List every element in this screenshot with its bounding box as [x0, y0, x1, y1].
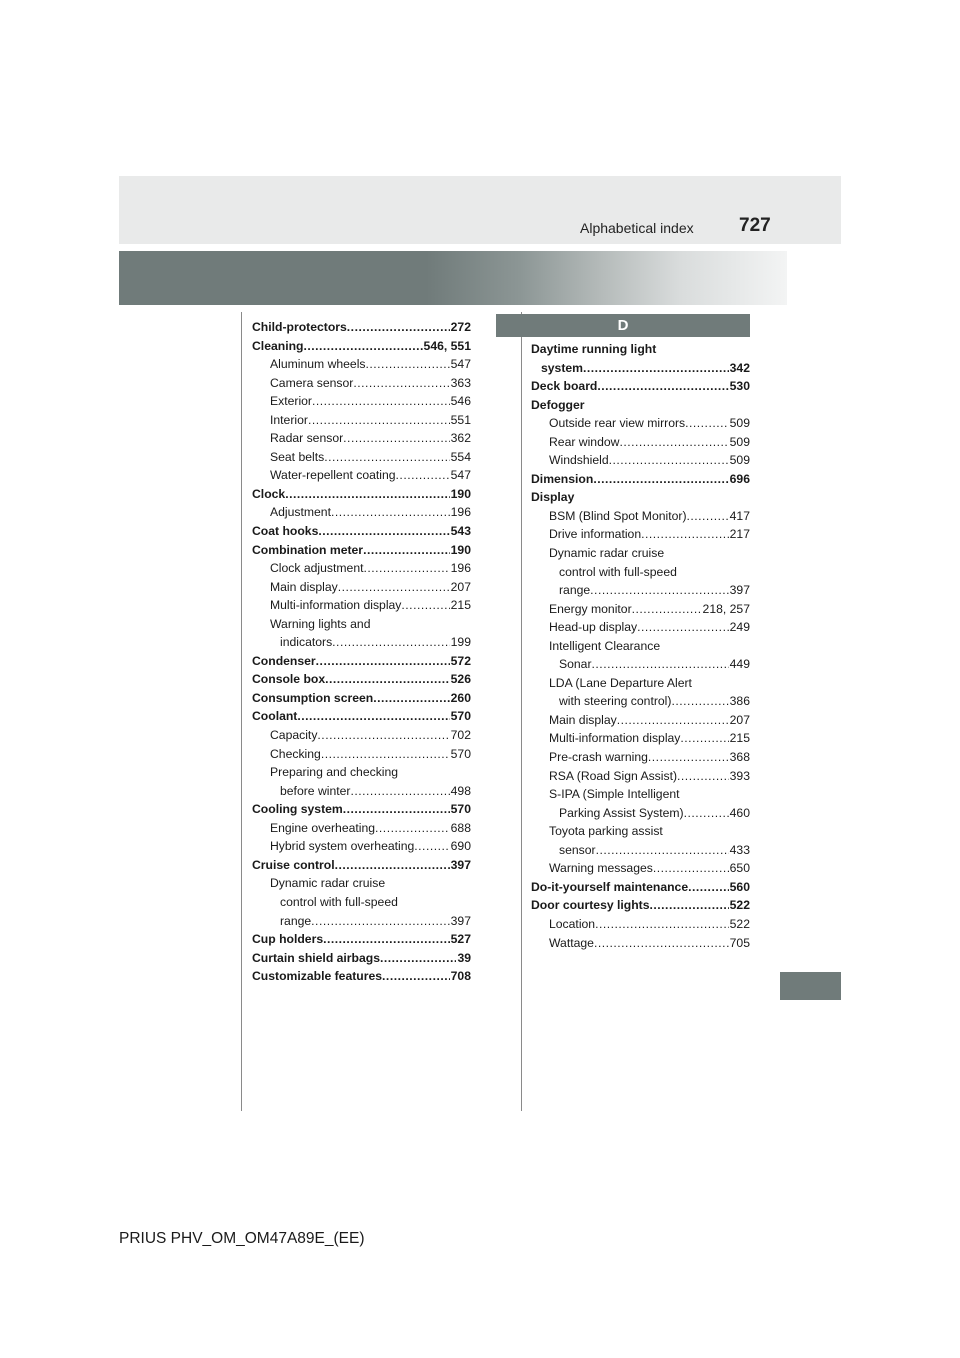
index-entry	[252, 429, 471, 448]
index-entry-term: Exterior	[270, 394, 312, 409]
dot-leader	[648, 748, 729, 767]
dot-leader	[617, 711, 729, 730]
dot-leader	[331, 503, 450, 522]
dot-leader	[619, 433, 728, 452]
index-column-left	[252, 318, 471, 986]
index-entry	[531, 488, 750, 507]
dot-leader	[318, 522, 449, 541]
index-entry	[531, 581, 750, 600]
dot-leader	[632, 600, 702, 619]
index-entry	[531, 563, 750, 582]
page-number: 727	[739, 215, 771, 236]
index-entry-page: 526	[450, 672, 471, 687]
index-entry	[252, 541, 471, 560]
index-entry-term: Parking Assist System)	[559, 805, 684, 820]
index-entry	[252, 522, 471, 541]
index-entry-term: Hybrid system overheating	[270, 839, 415, 854]
dot-leader	[343, 800, 450, 819]
dot-leader	[363, 559, 449, 578]
index-entry	[252, 837, 471, 856]
index-entry	[531, 414, 750, 433]
index-entry-term: Deck board	[531, 379, 598, 394]
dot-leader	[685, 414, 729, 433]
index-entry	[531, 748, 750, 767]
chapter-side-tab	[780, 972, 841, 1000]
index-entry-page: 196	[450, 561, 471, 576]
index-entry	[531, 655, 750, 674]
index-entry-term: system	[541, 360, 584, 375]
index-entry-page: 460	[729, 805, 750, 820]
index-entry	[531, 396, 750, 415]
index-entry	[252, 615, 471, 634]
index-entry-term: Adjustment	[270, 505, 331, 520]
index-entry-page: 199	[450, 635, 471, 650]
dot-leader	[363, 541, 450, 560]
index-entry	[531, 674, 750, 693]
dot-leader	[653, 859, 729, 878]
index-entry-page: 449	[729, 657, 750, 672]
dot-leader	[671, 692, 728, 711]
index-entry-page: 509	[729, 416, 750, 431]
index-entry-term: Rear window	[549, 434, 620, 449]
index-entry-term: Multi-information display	[270, 598, 402, 613]
index-entry-page: 546, 551	[423, 338, 471, 353]
index-entry	[531, 822, 750, 841]
index-entry-page: 196	[450, 505, 471, 520]
index-entry-page: 272	[450, 320, 471, 334]
index-entry-page: 522	[729, 916, 750, 931]
index-entry	[531, 433, 750, 452]
index-entry-term: Preparing and checking	[270, 765, 399, 780]
index-entry-term: Windshield	[549, 453, 609, 468]
dot-leader	[597, 377, 728, 396]
header-band	[119, 176, 841, 244]
dot-leader	[401, 596, 449, 615]
index-entry	[531, 692, 750, 711]
index-entry	[252, 559, 471, 578]
index-entry-term: Cup holders	[252, 932, 324, 947]
index-entry-term: indicators	[280, 635, 333, 650]
index-entry	[531, 785, 750, 804]
decorative-gradient-bar	[119, 251, 787, 305]
dot-leader	[583, 359, 729, 378]
index-entry	[531, 711, 750, 730]
index-entry	[252, 763, 471, 782]
dot-leader	[594, 934, 729, 953]
index-entry-term: control with full-speed	[280, 894, 398, 909]
index-entry-term: Warning messages	[549, 861, 653, 876]
index-entry	[252, 337, 471, 356]
index-entry-term: with steering control)	[559, 694, 672, 709]
index-entry-term: Condenser	[252, 653, 316, 668]
index-entry-page: 218, 257	[702, 601, 750, 616]
index-entry-page: 215	[729, 731, 750, 746]
document-footer: PRIUS PHV_OM_OM47A89E_(EE)	[119, 1230, 365, 1247]
index-entry-term: Display	[531, 490, 575, 505]
index-entry-page: 393	[729, 768, 750, 783]
index-entry-term: Pre-crash warning	[549, 750, 648, 765]
dot-leader	[684, 804, 729, 823]
index-entry-term: Dimension	[531, 471, 594, 486]
index-entry-term: Multi-information display	[549, 731, 681, 746]
index-entry-term: Curtain shield airbags	[252, 950, 380, 965]
dot-leader	[593, 470, 728, 489]
dot-leader	[680, 729, 728, 748]
index-entry	[531, 934, 750, 953]
index-entry-term: Head-up display	[549, 620, 638, 635]
dot-leader	[590, 581, 728, 600]
index-entry-term: Engine overheating	[270, 820, 376, 835]
index-entry	[252, 485, 471, 504]
dot-leader	[343, 429, 449, 448]
index-entry	[252, 596, 471, 615]
index-entry-page: 572	[450, 653, 471, 668]
index-entry-page: 509	[729, 434, 750, 449]
dot-leader	[323, 930, 450, 949]
index-column-right	[531, 340, 750, 952]
dot-leader	[316, 652, 450, 671]
index-entry-term: Cruise control	[252, 857, 335, 872]
index-entry	[252, 689, 471, 708]
index-entry-page: 696	[729, 471, 750, 486]
index-entry-term: Door courtesy lights	[531, 898, 650, 913]
index-entry	[252, 355, 471, 374]
dot-leader	[373, 689, 449, 708]
index-entry-term: Interior	[270, 412, 308, 427]
index-entry-term: Dynamic radar cruise	[549, 546, 665, 561]
dot-leader	[688, 878, 729, 897]
dot-leader	[641, 525, 729, 544]
index-entry-page: 433	[729, 842, 750, 857]
dot-leader	[297, 707, 449, 726]
index-entry	[252, 726, 471, 745]
dot-leader	[414, 837, 449, 856]
dot-leader	[311, 912, 449, 931]
index-entry	[531, 377, 750, 396]
dot-leader	[366, 355, 450, 374]
index-entry-term: control with full-speed	[559, 564, 677, 579]
index-entry-page: 215	[450, 598, 471, 613]
index-entry	[531, 637, 750, 656]
index-entry-page: 543	[450, 524, 471, 539]
index-entry	[531, 896, 750, 915]
index-entry-term: range	[559, 583, 591, 598]
dot-leader	[353, 374, 449, 393]
index-entry-page: 363	[450, 375, 471, 390]
index-entry	[252, 782, 471, 801]
dot-leader	[380, 949, 456, 968]
index-entry-term: Console box	[252, 672, 326, 687]
index-entry	[252, 745, 471, 764]
index-entry-page: 547	[450, 357, 471, 372]
index-entry-term: Combination meter	[252, 542, 364, 557]
index-entry	[252, 967, 471, 986]
column-divider-right	[521, 312, 522, 1111]
dot-leader	[317, 726, 449, 745]
index-entry-term: Consumption screen	[252, 690, 374, 705]
dot-leader	[609, 451, 729, 470]
index-entry-page: 249	[729, 620, 750, 635]
index-entry-term: Radar sensor	[270, 431, 344, 446]
index-entry	[252, 466, 471, 485]
index-entry-page: 551	[450, 412, 471, 427]
index-entry-page: 397	[729, 583, 750, 598]
index-entry-term: Camera sensor	[270, 375, 354, 390]
index-entry	[252, 392, 471, 411]
index-entry-page: 386	[729, 694, 750, 709]
dot-leader	[592, 655, 729, 674]
index-entry-term: Clock adjustment	[270, 561, 364, 576]
index-entry-term: Warning lights and	[270, 616, 371, 631]
index-entry-page: 690	[450, 839, 471, 854]
index-entry-term: Intelligent Clearance	[549, 638, 661, 653]
index-entry	[252, 670, 471, 689]
index-entry-page: 39	[457, 950, 471, 965]
index-entry-page: 650	[729, 861, 750, 876]
index-entry-term: Main display	[549, 712, 617, 727]
index-entry-term: Dynamic radar cruise	[270, 876, 386, 891]
index-entry	[252, 374, 471, 393]
index-entry-page: 368	[729, 750, 750, 765]
page-title: Alphabetical index	[580, 220, 694, 236]
index-entry-term: Energy monitor	[549, 601, 632, 616]
index-entry-page: 498	[450, 783, 471, 798]
index-entry	[531, 804, 750, 823]
index-entry	[252, 912, 471, 931]
index-entry	[531, 767, 750, 786]
dot-leader	[350, 782, 449, 801]
index-entry-term: Coat hooks	[252, 524, 319, 539]
dot-leader	[375, 819, 450, 838]
index-entry-page: 509	[729, 453, 750, 468]
index-entry-page: 708	[450, 969, 471, 984]
dot-leader	[687, 507, 729, 526]
dot-leader	[596, 841, 729, 860]
dot-leader	[347, 318, 450, 337]
index-entry	[252, 856, 471, 875]
index-entry-page: 527	[450, 932, 471, 947]
dot-leader	[677, 767, 729, 786]
index-entry	[252, 652, 471, 671]
index-entry-term: Water-repellent coating	[270, 468, 396, 483]
index-entry	[531, 470, 750, 489]
index-entry-term: Clock	[252, 486, 286, 501]
dot-leader	[595, 915, 729, 934]
index-entry-page: 217	[729, 527, 750, 542]
dot-leader	[285, 485, 449, 504]
index-entry-term: Sonar	[559, 657, 592, 672]
dot-leader	[324, 448, 449, 467]
index-entry-term: RSA (Road Sign Assist)	[549, 768, 678, 783]
index-entry-term: Customizable features	[252, 969, 383, 984]
index-entry-term: Coolant	[252, 709, 298, 724]
index-entry-term: Daytime running light	[531, 342, 657, 356]
column-divider-left	[241, 312, 242, 1111]
index-entry-term: Location	[549, 916, 596, 931]
dot-leader	[303, 337, 422, 356]
index-entry-term: before winter	[280, 783, 351, 798]
index-entry	[252, 448, 471, 467]
index-entry-page: 546	[450, 394, 471, 409]
section-letter-heading: D	[496, 314, 750, 337]
index-entry-page: 260	[450, 690, 471, 705]
dot-leader	[650, 896, 729, 915]
index-entry-term: Toyota parking assist	[549, 824, 663, 839]
index-entry-page: 570	[450, 746, 471, 761]
index-entry-term: Defogger	[531, 397, 585, 412]
dot-leader	[335, 856, 450, 875]
dot-leader	[332, 633, 449, 652]
index-entry-term: range	[280, 913, 312, 928]
index-entry-term: Outside rear view mirrors	[549, 416, 686, 431]
dot-leader	[396, 466, 450, 485]
index-entry-term: Aluminum wheels	[270, 357, 366, 372]
index-entry	[531, 451, 750, 470]
index-entry-page: 560	[729, 879, 750, 894]
index-entry-term: Drive information	[549, 527, 642, 542]
index-entry-term: Do-it-yourself maintenance	[531, 879, 689, 894]
index-entry-page: 522	[729, 898, 750, 913]
index-entry	[252, 800, 471, 819]
dot-leader	[312, 392, 450, 411]
index-entry	[531, 915, 750, 934]
index-entry-term: Cooling system	[252, 802, 343, 817]
index-entry-term: LDA (Lane Departure Alert	[549, 675, 692, 690]
index-entry-page: 688	[450, 820, 471, 835]
index-entry	[252, 949, 471, 968]
index-entry-term: Cleaning	[252, 338, 304, 353]
index-entry	[531, 859, 750, 878]
index-entry	[531, 507, 750, 526]
dot-leader	[382, 967, 450, 986]
dot-leader	[321, 745, 450, 764]
index-entry	[531, 525, 750, 544]
index-entry-page: 397	[450, 913, 471, 928]
index-entry-page: 397	[450, 857, 471, 872]
index-entry	[252, 819, 471, 838]
index-entry-page: 547	[450, 468, 471, 483]
index-entry	[531, 544, 750, 563]
index-entry-term: sensor	[559, 842, 596, 857]
index-entry-page: 702	[450, 728, 471, 743]
index-entry	[252, 503, 471, 522]
index-entry-page: 705	[729, 935, 750, 950]
index-entry	[531, 841, 750, 860]
index-entry-page: 554	[450, 449, 471, 464]
index-entry-page: 207	[450, 579, 471, 594]
dot-leader	[325, 670, 450, 689]
index-entry-term: Child-protectors	[252, 320, 347, 334]
index-entry-page: 190	[450, 542, 471, 557]
index-entry-term: Main display	[270, 579, 338, 594]
index-entry-term: Seat belts	[270, 449, 325, 464]
index-entry	[252, 318, 471, 337]
index-entry-term: Capacity	[270, 728, 318, 743]
index-entry-page: 190	[450, 486, 471, 501]
dot-leader	[338, 578, 450, 597]
index-entry	[531, 600, 750, 619]
index-entry	[531, 340, 750, 359]
index-entry-page: 570	[450, 709, 471, 724]
index-entry-page: 570	[450, 802, 471, 817]
index-entry	[252, 578, 471, 597]
index-entry	[252, 874, 471, 893]
index-entry-term: BSM (Blind Spot Monitor)	[549, 508, 687, 523]
index-entry-page: 342	[729, 360, 750, 375]
index-entry-term: S-IPA (Simple Intelligent	[549, 787, 680, 802]
index-entry-term: Checking	[270, 746, 321, 761]
index-entry	[252, 930, 471, 949]
index-entry	[252, 411, 471, 430]
index-entry-page: 362	[450, 431, 471, 446]
index-entry-page: 207	[729, 712, 750, 727]
index-entry-term: Wattage	[549, 935, 594, 950]
index-entry	[531, 359, 750, 378]
index-entry	[252, 893, 471, 912]
index-entry-page: 530	[729, 379, 750, 394]
index-entry	[531, 878, 750, 897]
index-entry	[252, 707, 471, 726]
index-entry	[531, 618, 750, 637]
index-entry	[531, 729, 750, 748]
index-entry-page: 417	[729, 508, 750, 523]
dot-leader	[637, 618, 729, 637]
index-entry	[252, 633, 471, 652]
dot-leader	[308, 411, 450, 430]
